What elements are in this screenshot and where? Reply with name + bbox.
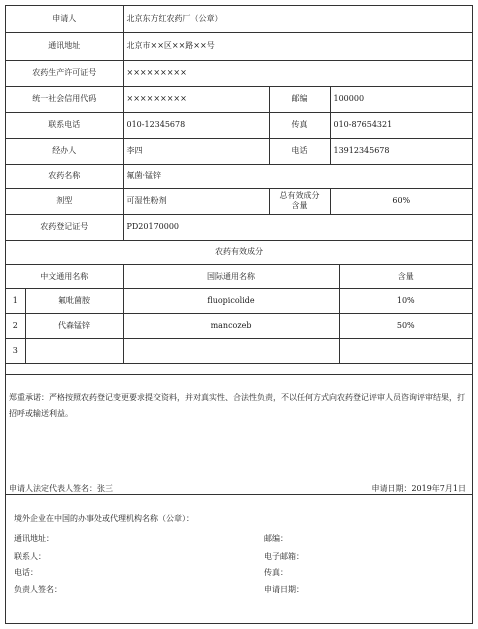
table-row bbox=[6, 339, 472, 364]
tel-value: 13912345678 bbox=[330, 138, 472, 164]
registration-label: 农药登记证号 bbox=[6, 214, 123, 240]
applicant-table bbox=[6, 6, 472, 241]
row-handler bbox=[6, 138, 472, 164]
fax-label: 传真 bbox=[269, 112, 330, 138]
ingredients-title-row bbox=[6, 241, 472, 265]
agency-contact-label: 联系人： bbox=[14, 552, 46, 561]
agency-address-label: 通讯地址： bbox=[14, 534, 54, 543]
agency-section bbox=[6, 495, 472, 623]
agency-tel-label: 电话： bbox=[14, 568, 38, 577]
applicant-value: 北京东方红农药厂（公章） bbox=[123, 6, 472, 32]
row-address bbox=[6, 32, 472, 60]
intl-name-cell: mancozeb bbox=[123, 314, 339, 339]
row-pesticide-name bbox=[6, 164, 472, 188]
row-phone bbox=[6, 112, 472, 138]
registration-value: PD20170000 bbox=[123, 214, 472, 240]
license-label: 农药生产许可证号 bbox=[6, 60, 123, 86]
agency-date-label: 申请日期： bbox=[264, 585, 304, 594]
address-label: 通讯地址 bbox=[6, 32, 123, 60]
intl-name-cell bbox=[123, 339, 339, 364]
row-applicant bbox=[6, 6, 472, 32]
row-number: 1 bbox=[6, 289, 25, 314]
row-number: 3 bbox=[6, 339, 25, 364]
table-row bbox=[6, 314, 472, 339]
applicant-label: 申请人 bbox=[6, 6, 123, 32]
cn-name-cell: 氟吡菌胺 bbox=[25, 289, 123, 314]
credit-code-value: ××××××××× bbox=[123, 86, 269, 112]
table-row bbox=[6, 289, 472, 314]
row-number: 2 bbox=[6, 314, 25, 339]
cn-name-cell: 代森锰锌 bbox=[25, 314, 123, 339]
content-cell: 10% bbox=[339, 289, 472, 314]
handler-label: 经办人 bbox=[6, 138, 123, 164]
postcode-label: 邮编 bbox=[269, 86, 330, 112]
total-content-label: 总有效成分 含量 bbox=[269, 188, 330, 214]
handler-value: 李四 bbox=[123, 138, 269, 164]
header-content: 含量 bbox=[339, 265, 472, 289]
row-formulation bbox=[6, 188, 472, 214]
formulation-label: 剂型 bbox=[6, 188, 123, 214]
content-cell: 50% bbox=[339, 314, 472, 339]
license-value: ××××××××× bbox=[123, 60, 472, 86]
ingredients-title: 农药有效成分 bbox=[6, 241, 472, 265]
pesticide-name-value: 氟菌·锰锌 bbox=[123, 164, 472, 188]
intl-name-cell: fluopicolide bbox=[123, 289, 339, 314]
ingredients-header-row bbox=[6, 265, 472, 289]
ingredients-table bbox=[6, 241, 472, 365]
address-value: 北京市××区××路××号 bbox=[123, 32, 472, 60]
agency-postcode-label: 邮编： bbox=[264, 534, 288, 543]
formulation-value: 可湿性粉剂 bbox=[123, 188, 269, 214]
total-content-value: 60% bbox=[330, 188, 472, 214]
tel-label: 电话 bbox=[269, 138, 330, 164]
row-registration bbox=[6, 214, 472, 240]
phone-label: 联系电话 bbox=[6, 112, 123, 138]
agency-responsible-label: 负责人签名： bbox=[14, 585, 62, 594]
header-cn-name: 中文通用名称 bbox=[6, 265, 123, 289]
header-intl-name: 国际通用名称 bbox=[123, 265, 339, 289]
agency-fax-label: 传真： bbox=[264, 568, 288, 577]
agency-title: 境外企业在中国的办事处或代理机构名称（公章）： bbox=[14, 514, 194, 523]
credit-code-label: 统一社会信用代码 bbox=[6, 86, 123, 112]
postcode-value: 100000 bbox=[330, 86, 472, 112]
commitment-text: 郑重承诺：严格按照农药登记变更要求提交资料，并对真实性、合法性负责，不以任何方式向农药登记评审人员咨询评审结果，打招呼或输送利益。 bbox=[9, 393, 465, 418]
application-date: 申请日期：2019年7月1日 bbox=[371, 484, 466, 493]
agency-email-label: 电子邮箱： bbox=[264, 552, 304, 561]
phone-value: 010-12345678 bbox=[123, 112, 269, 138]
fax-value: 010-87654321 bbox=[330, 112, 472, 138]
cn-name-cell bbox=[25, 339, 123, 364]
row-credit-code bbox=[6, 86, 472, 112]
commitment-section bbox=[6, 374, 472, 495]
legal-rep-signature: 申请人法定代表人签名：张三 bbox=[9, 484, 113, 493]
pesticide-name-label: 农药名称 bbox=[6, 164, 123, 188]
row-license bbox=[6, 60, 472, 86]
content-cell bbox=[339, 339, 472, 364]
application-form bbox=[5, 5, 473, 624]
